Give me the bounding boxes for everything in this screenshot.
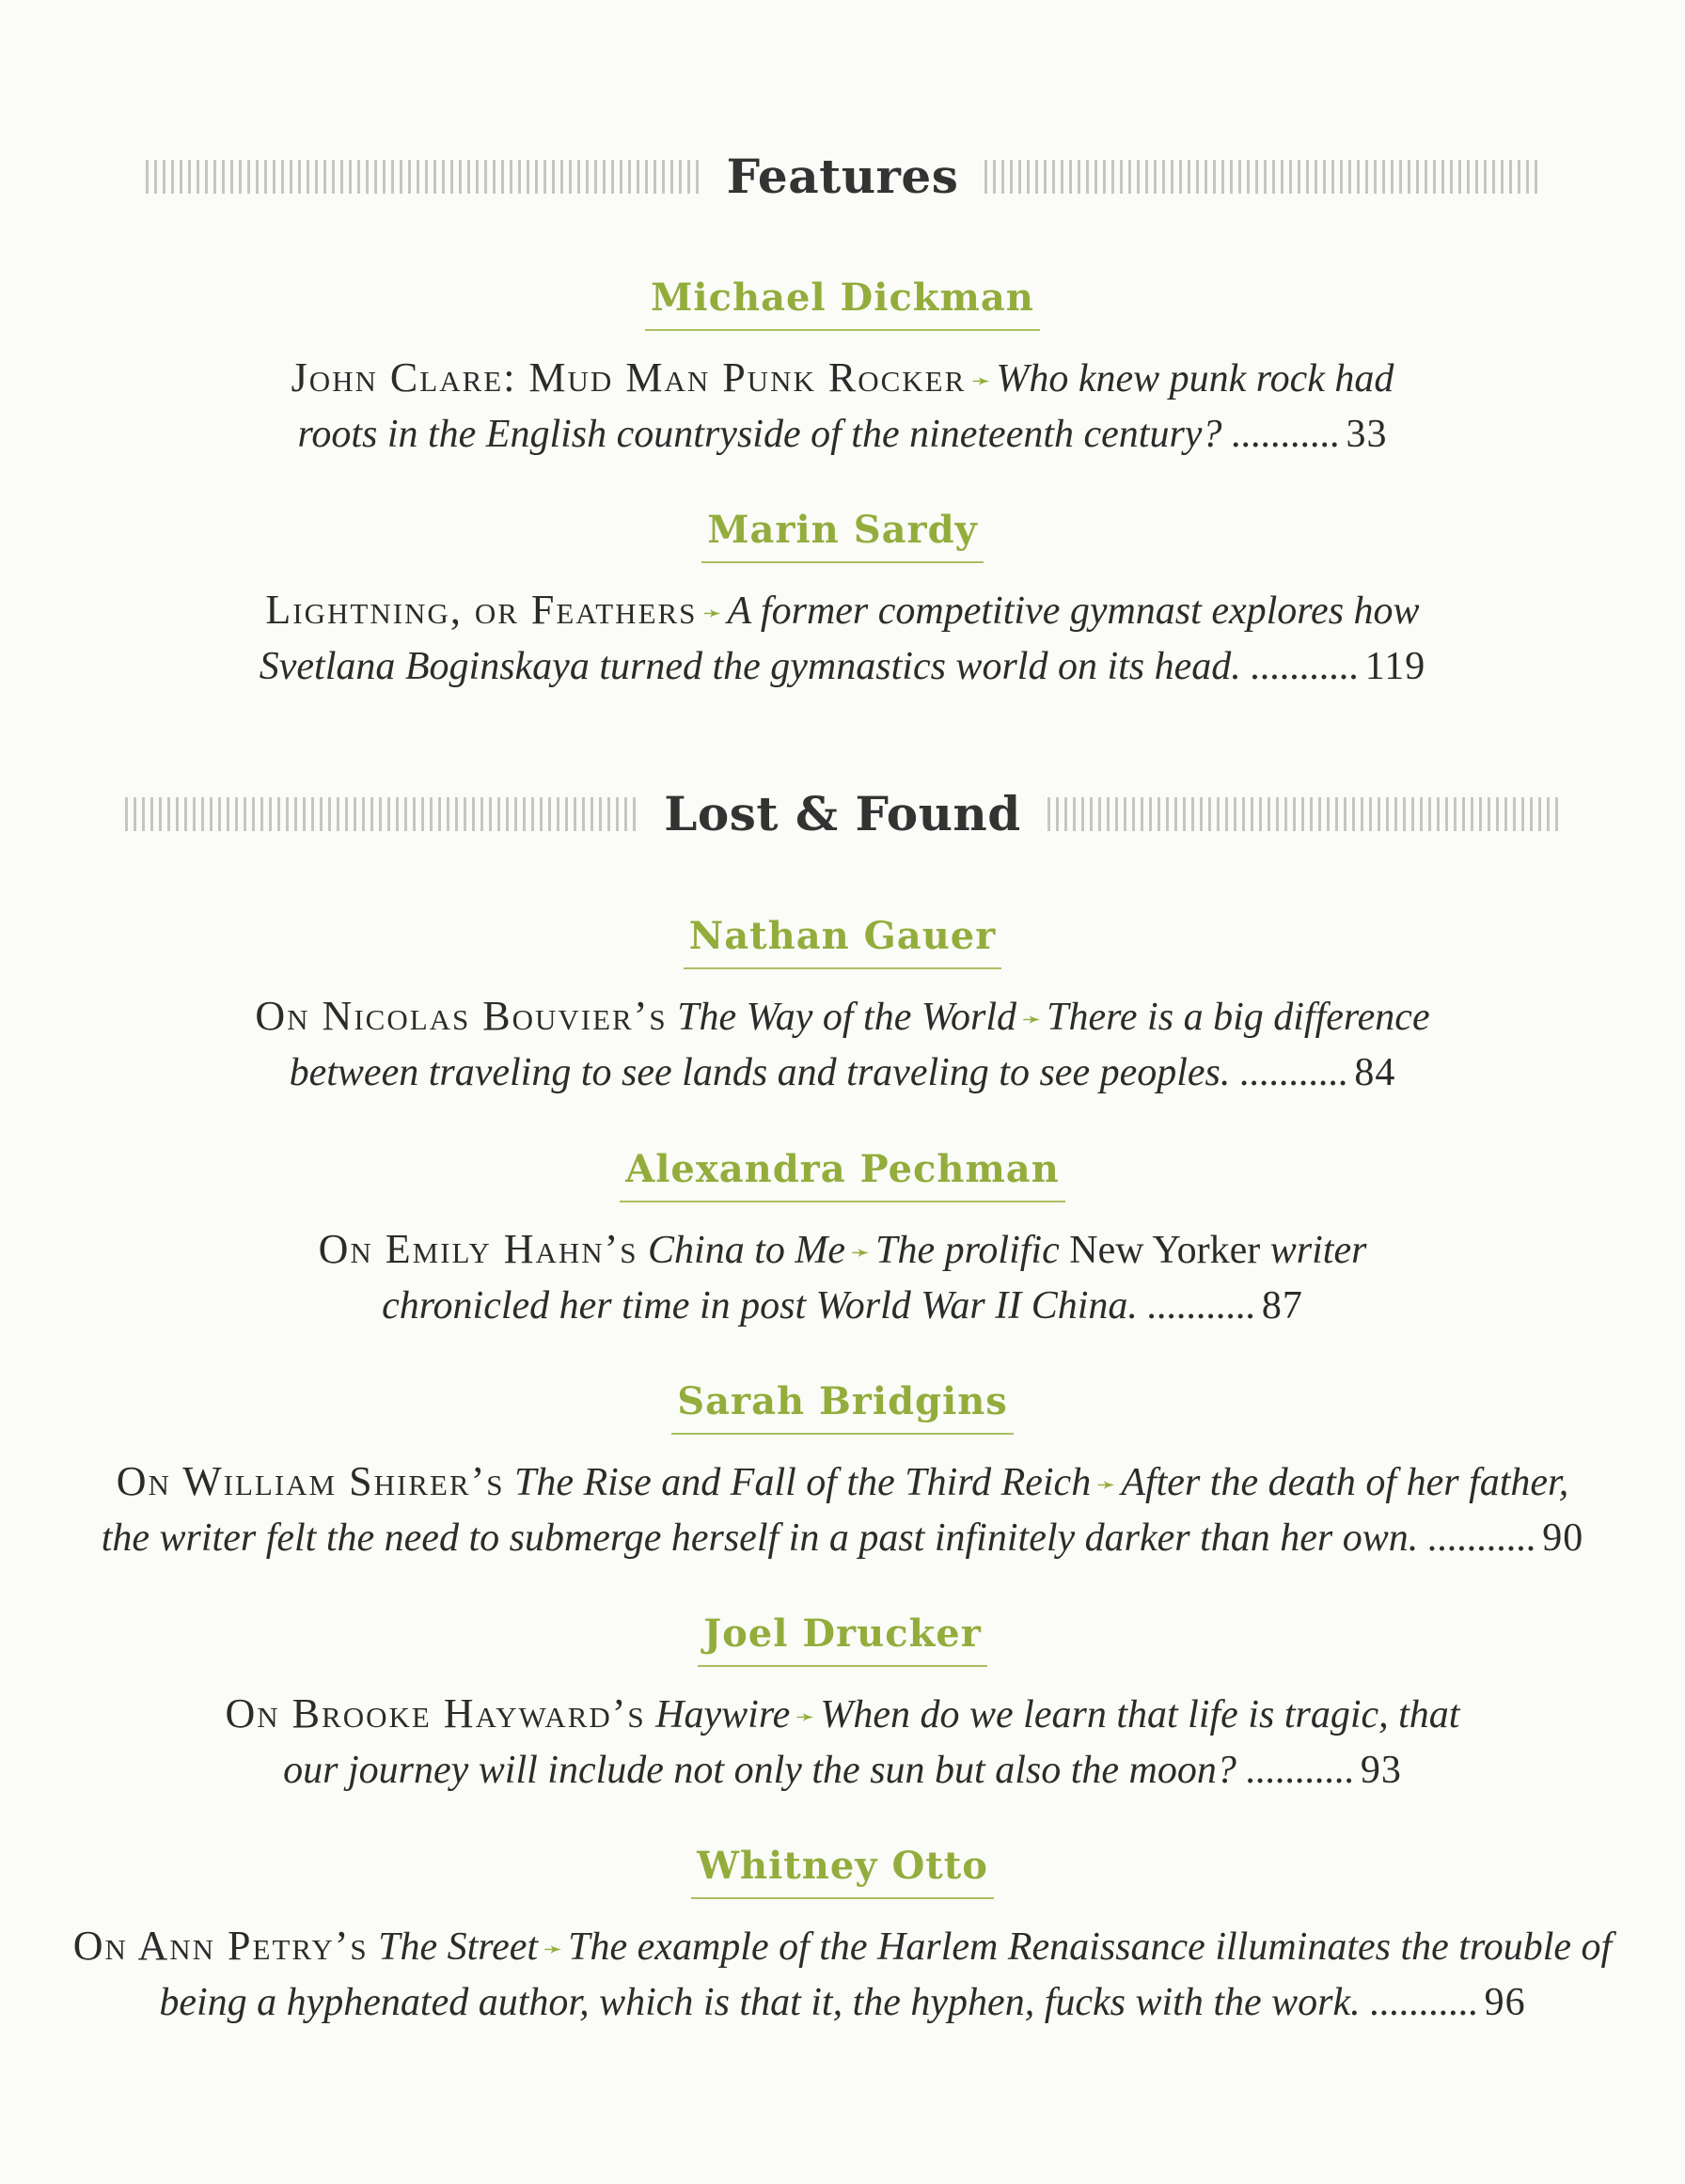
entry-line-2	[0, 1976, 1685, 2029]
hatch-divider-right	[1047, 797, 1560, 831]
entry-description: After the death of her father,	[1121, 1461, 1569, 1504]
arrow-icon: ➛	[702, 602, 722, 627]
page-number: 93	[1360, 1749, 1402, 1793]
toc-entry	[0, 1379, 1685, 1564]
toc-entry	[0, 1844, 1685, 2029]
essay-title: On Emily Hahn’s	[318, 1226, 638, 1272]
entry-description: A former competitive gymnast explores how	[727, 589, 1420, 633]
toc-entry	[0, 508, 1685, 693]
entry-line-2	[0, 640, 1685, 693]
book-title: The Rise and Fall of the Third Reich	[513, 1461, 1092, 1504]
arrow-icon: ➛	[851, 1241, 871, 1266]
hatch-divider-right	[984, 160, 1539, 194]
section-header-features	[0, 149, 1685, 204]
page-number: 84	[1354, 1051, 1396, 1095]
book-title: The Street	[378, 1925, 539, 1969]
section-title: Lost & Found	[664, 786, 1021, 841]
entry-description: When do we learn that life is tragic, that	[820, 1693, 1460, 1736]
author-name: Nathan Gauer	[684, 914, 1002, 969]
toc-entry	[0, 914, 1685, 1099]
section-title: Features	[726, 149, 959, 204]
hatch-divider-left	[125, 797, 638, 831]
entry-line-1	[0, 1223, 1685, 1280]
entry-description: Svetlana Boginskaya turned the gymnastics world on its head. ...........	[259, 645, 1360, 689]
essay-title: Lightning, or Feathers	[265, 587, 698, 633]
entry-description: the writer felt the need to submerge herself in a past infinitely darker than her own. ...........	[101, 1516, 1537, 1561]
entry-description: between traveling to see lands and traveling to see peoples. ...........	[289, 1051, 1349, 1095]
page-number: 90	[1542, 1516, 1584, 1561]
toc-entry	[0, 275, 1685, 461]
entry-description: There is a big difference	[1047, 996, 1430, 1039]
hatch-divider-left	[146, 160, 701, 194]
section-header-lost-found	[0, 786, 1685, 841]
entry-line-1	[0, 352, 1685, 408]
essay-title: On William Shirer’s	[116, 1458, 505, 1504]
author-name: Joel Drucker	[698, 1611, 987, 1667]
essay-title: On Ann Petry’s	[72, 1923, 369, 1969]
toc-entry	[0, 1147, 1685, 1332]
entry-description: being a hyphenated author, which is that it, the hyphen, fucks with the work. ...........	[159, 1981, 1479, 2025]
author-name: Whitney Otto	[691, 1844, 994, 1899]
author-name: Marin Sardy	[701, 508, 984, 563]
arrow-icon: ➛	[971, 369, 991, 395]
entry-line-2	[0, 408, 1685, 461]
page-number: 33	[1346, 413, 1388, 457]
publication-name: New Yorker	[1069, 1229, 1261, 1272]
page-number: 87	[1261, 1284, 1303, 1328]
arrow-icon: ➛	[1022, 1008, 1042, 1033]
entry-line-1	[0, 1688, 1685, 1744]
arrow-icon: ➛	[1096, 1473, 1116, 1499]
entry-description: The example of the Harlem Renaissance illuminates the trouble of	[568, 1925, 1613, 1969]
entry-description: Who knew punk rock had	[996, 357, 1394, 401]
page-number: 119	[1364, 645, 1426, 689]
entry-line-2	[0, 1046, 1685, 1099]
page-number: 96	[1484, 1981, 1526, 2025]
essay-title: On Brooke Hayward’s	[225, 1690, 646, 1736]
book-title: China to Me	[648, 1229, 846, 1272]
arrow-icon: ➛	[543, 1938, 563, 1963]
entry-line-1	[0, 1920, 1685, 1976]
entry-line-1	[0, 990, 1685, 1046]
arrow-icon: ➛	[795, 1705, 815, 1731]
book-title: Haywire	[655, 1693, 791, 1736]
entry-line-2	[0, 1512, 1685, 1564]
author-name: Michael Dickman	[645, 275, 1040, 331]
entry-description: The prolific	[875, 1229, 1060, 1272]
entry-description: roots in the English countryside of the nineteenth century? ...........	[297, 413, 1341, 457]
author-name: Sarah Bridgins	[671, 1379, 1014, 1435]
entry-line-1	[0, 584, 1685, 640]
entry-line-2	[0, 1744, 1685, 1797]
entry-description: our journey will include not only the sun but also the moon? ...........	[283, 1749, 1355, 1793]
author-name: Alexandra Pechman	[620, 1147, 1065, 1202]
book-title: The Way of the World	[677, 996, 1017, 1039]
entry-description: chronicled her time in post World War II China. ...........	[382, 1284, 1256, 1328]
essay-title: John Clare: Mud Man Punk Rocker	[291, 354, 967, 401]
toc-entry	[0, 1611, 1685, 1797]
entry-line-1	[0, 1455, 1685, 1512]
essay-title: On Nicolas Bouvier’s	[255, 993, 668, 1039]
entry-description: writer	[1269, 1229, 1367, 1272]
entry-line-2	[0, 1280, 1685, 1332]
